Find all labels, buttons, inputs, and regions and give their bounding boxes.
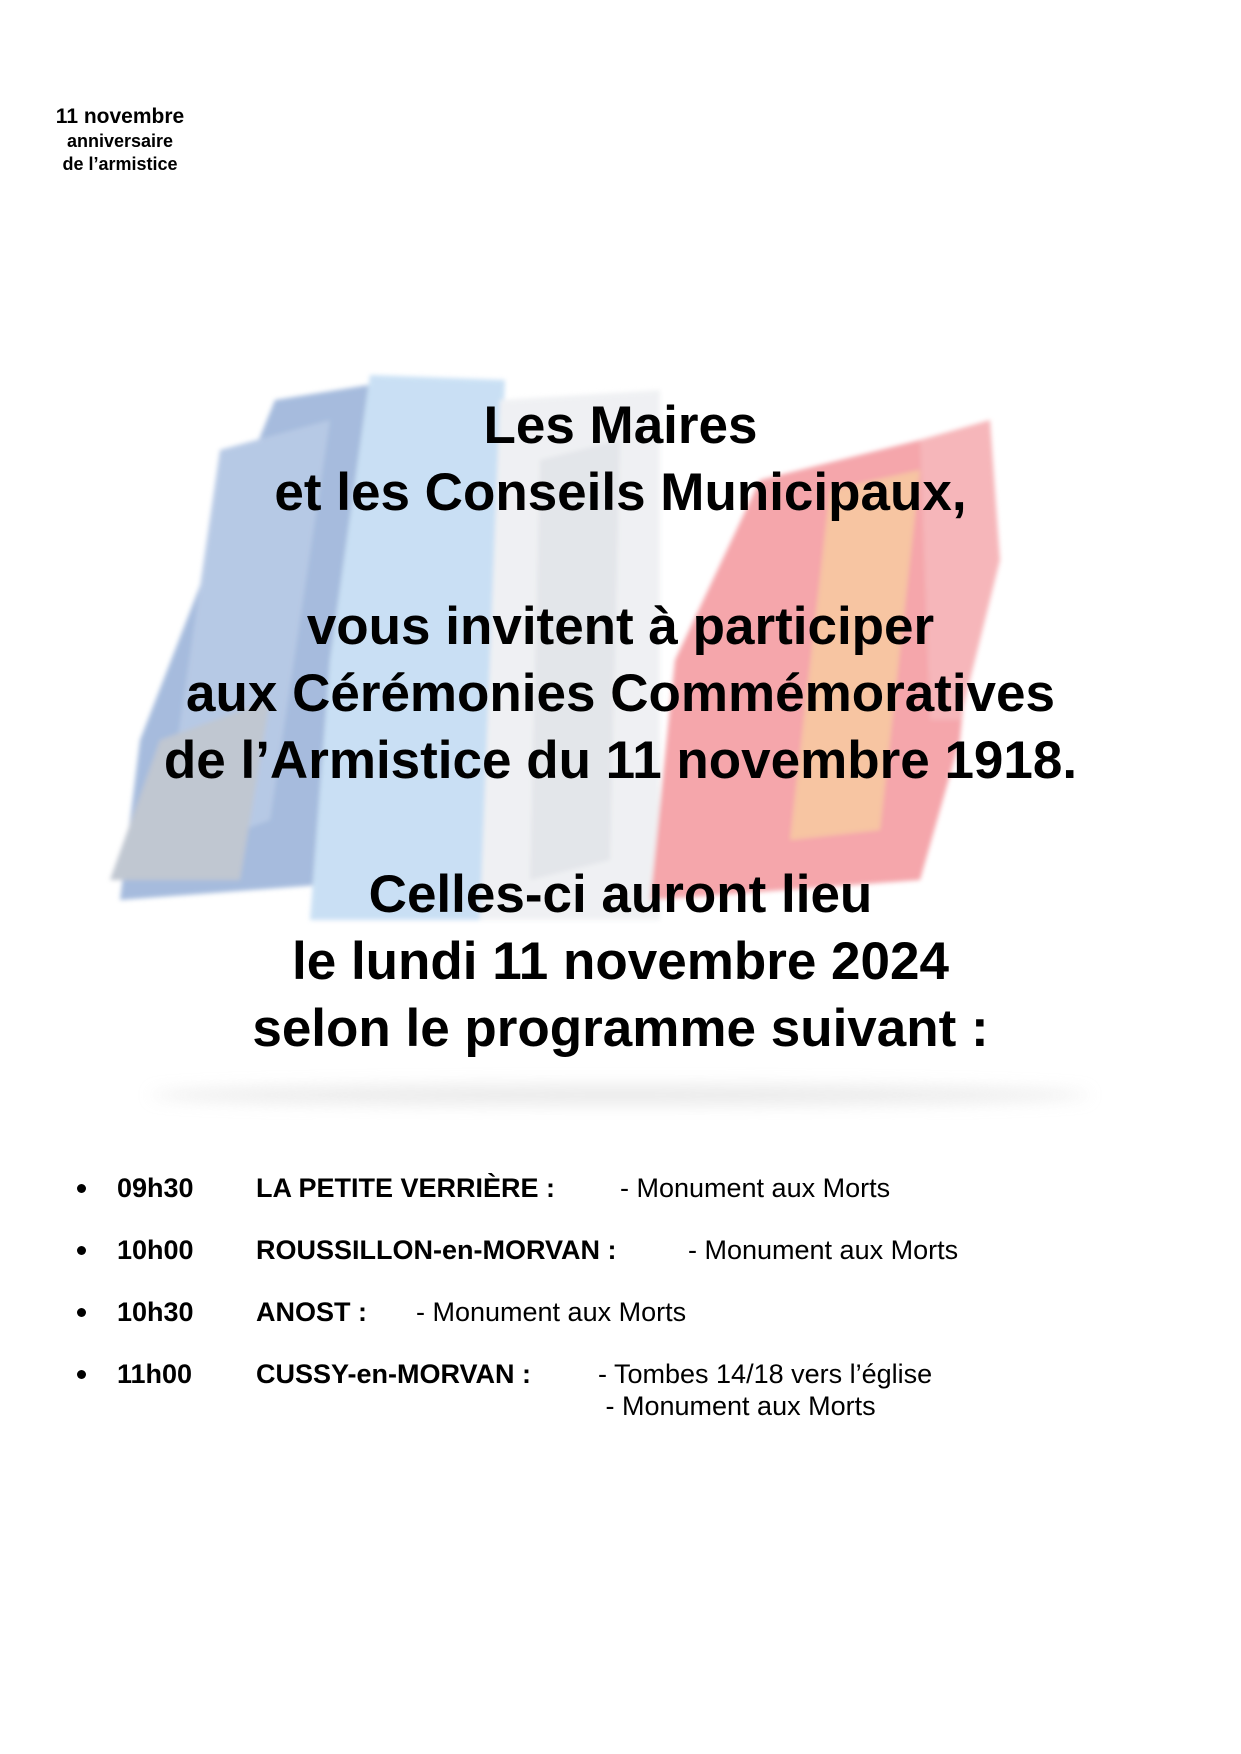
schedule-time: 10h30	[117, 1297, 194, 1327]
invitation-line: de l’Armistice du 11 novembre 1918.	[163, 731, 1078, 790]
schedule-detail: - Monument aux Morts	[620, 1173, 891, 1203]
header-line-1: 11 novembre	[55, 105, 185, 128]
invitation-line: vous invitent à participer	[306, 597, 935, 656]
schedule-place: LA PETITE VERRIÈRE :	[256, 1173, 556, 1203]
header-line-2: anniversaire	[66, 131, 174, 151]
schedule-detail: - Monument aux Morts	[598, 1391, 876, 1421]
invitation-line: Les Maires	[483, 396, 758, 455]
invitation-line: et les Conseils Municipaux,	[274, 463, 967, 522]
schedule-place: CUSSY-en-MORVAN :	[256, 1359, 532, 1389]
invitation-line: Celles-ci auront lieu	[368, 865, 873, 924]
schedule-detail: - Monument aux Morts	[416, 1297, 687, 1327]
schedule-detail: - Tombes 14/18 vers l’église	[598, 1359, 933, 1389]
schedule-place: ROUSSILLON-en-MORVAN :	[256, 1235, 617, 1265]
invitation-line: le lundi 11 novembre 2024	[292, 932, 949, 991]
schedule-detail: - Monument aux Morts	[688, 1235, 959, 1265]
invitation-line: aux Cérémonies Commémoratives	[186, 664, 1055, 723]
invitation-spacer	[0, 794, 1241, 861]
schedule-place: ANOST :	[256, 1297, 367, 1327]
schedule-time: 09h30	[117, 1173, 194, 1203]
schedule-time: 11h00	[117, 1359, 193, 1389]
header-line-3: de l’armistice	[62, 154, 178, 174]
invitation-spacer	[0, 526, 1241, 593]
invitation-line: selon le programme suivant :	[252, 999, 989, 1058]
schedule-time: 10h00	[117, 1235, 194, 1265]
header-note	[40, 104, 200, 176]
invitation-text	[0, 392, 1241, 1062]
